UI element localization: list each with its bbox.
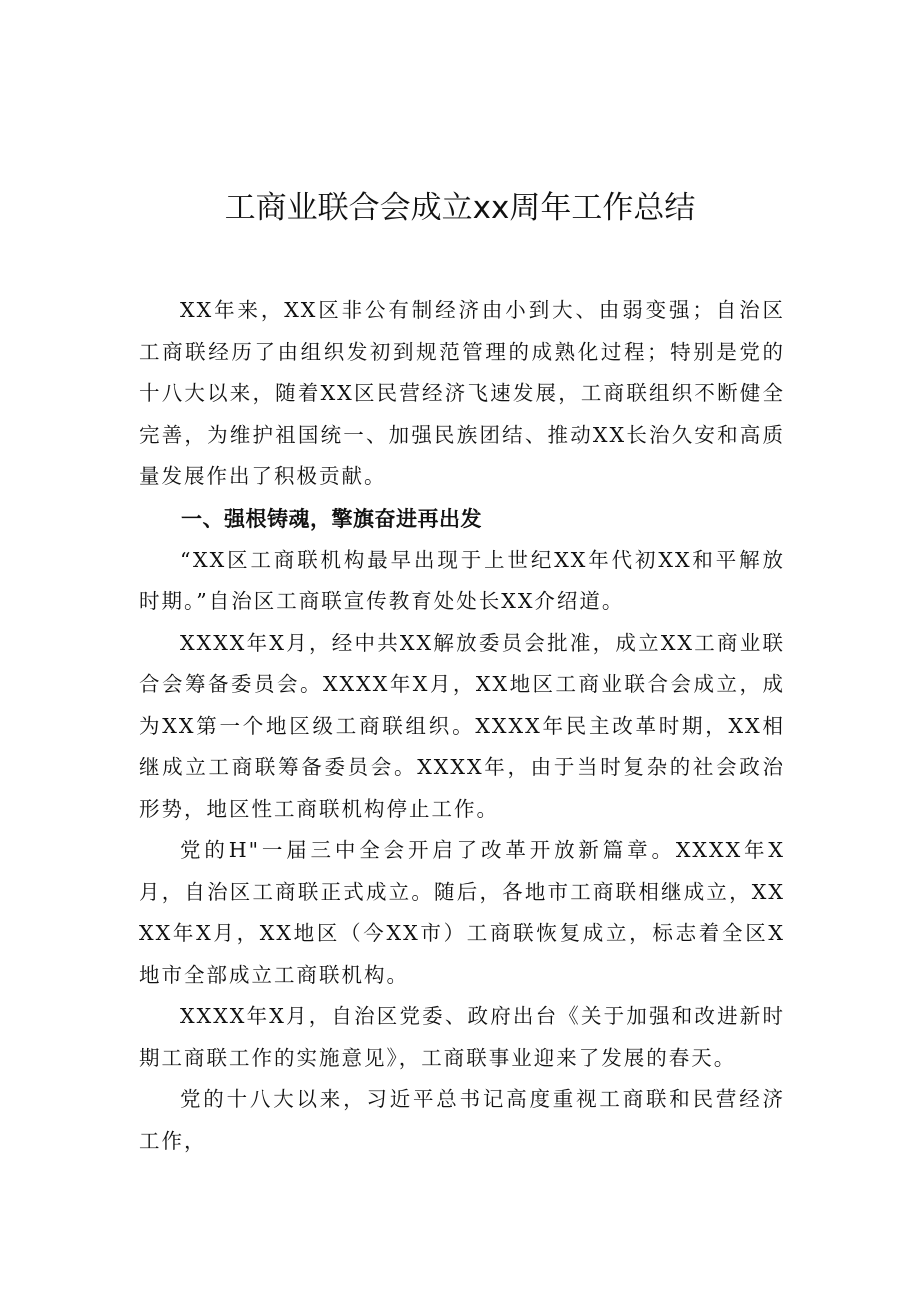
document-title: 工商业联合会成立xx周年工作总结 xyxy=(224,190,696,226)
section-paragraph: XXXX年X月，自治区党委、政府出台《关于加强和改进新时期工商联工作的实施意见》，工商联事业迎来了发展的春天。 xyxy=(139,1004,785,1070)
intro-paragraph: XX年来，XX区非公有制经济由小到大、由弱变强；自治区工商联经历了由组织发初到规范管理的成熟化过程；特别是党的十八大以来，随着XX区民营经济飞速发展，工商联组织不断健全完善，为维护祖国统一、加强民族团结、推动XX长治久安和高质量发展作出了积极贡献。 xyxy=(139,298,785,488)
section-heading-1: 一、强根铸魂，擎旗奋进再出发 xyxy=(181,506,482,531)
section-paragraph: “XX区工商联机构最早出现于上世纪XX年代初XX和平解放时期。”自治区工商联宣传教育处处长XX介绍道。 xyxy=(139,547,785,613)
section-paragraph: 党的十八大以来，习近平总书记高度重视工商联和民营经济工作， xyxy=(139,1087,785,1153)
section-paragraph: XXXX年X月，经中共XX解放委员会批准，成立XX工商业联合会筹备委员会。XXXX年X月，XX地区工商业联合会成立，成为XX第一个地区级工商联组织。XXXX年民主改革时期，XX相继成立工商联筹备委员会。XXXX年，由于当时复杂的社会政治形势，地区性工商联机构停止工作。 xyxy=(139,630,785,821)
section-paragraph: 党的H"一届三中全会开启了改革开放新篇章。XXXX年X月，自治区工商联正式成立。随后，各地市工商联相继成立，XXXX年X月，XX地区（今XX市）工商联恢复成立，标志着全区X地市全部成立工商联机构。 xyxy=(139,838,785,987)
document-body xyxy=(139,290,785,1162)
